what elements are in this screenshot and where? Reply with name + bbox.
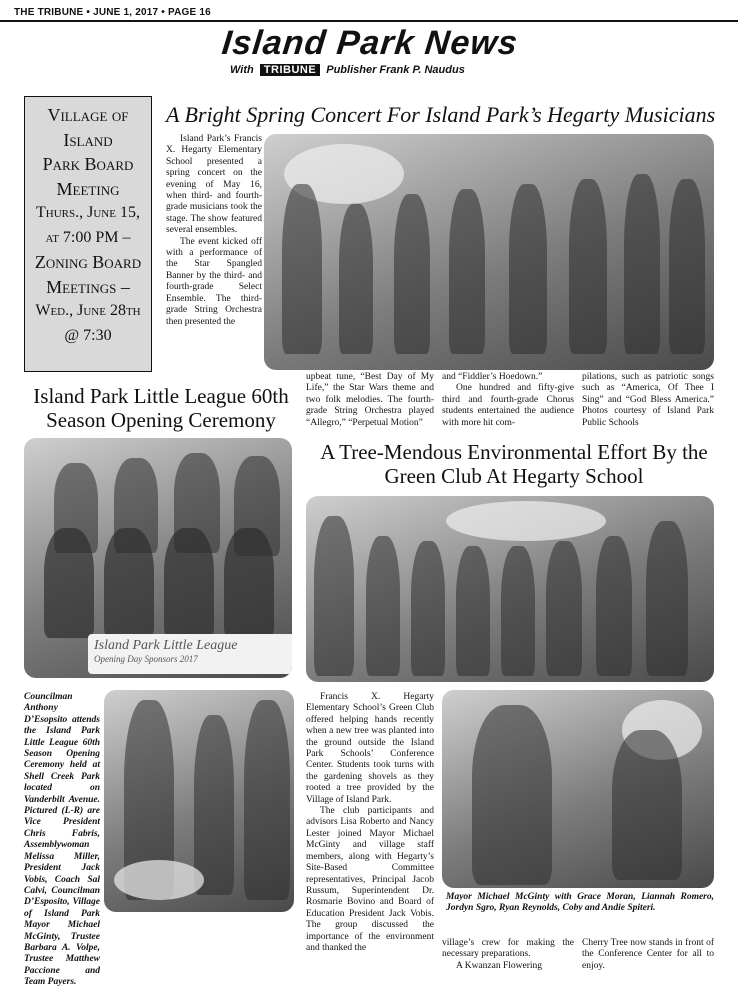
tree-planting-caption: Mayor Michael McGinty with Grace Moran, Liannah Romero, Jordyn Sgro, Ryan Reynolds, Coby and Andie Spiteri. <box>446 892 714 914</box>
notice-line: Island <box>63 129 113 150</box>
concert-column-2 <box>306 372 434 429</box>
tribune-logo: TRIBUNE <box>260 64 320 76</box>
green-club-column-3 <box>582 938 714 972</box>
notice-line: Thurs., June 15, <box>36 204 140 221</box>
concert-paragraph: Island Park’s Francis X. Hegarty Elementary School presented a spring concert on the evening of May 16, when third- and fourth-grade musicians took the stage. The show featured several ensembles. <box>166 134 262 236</box>
green-club-paragraph: Francis X. Hegarty Elementary School’s Green Club offered helping hands recently when a new tree was planted into the ground outside the Island Park Schools’ Conference Center. Students took turns with the gardening shovels as they rooted a tree provided by the Village of Island Park. <box>306 692 434 805</box>
concert-paragraph: The event kicked off with a performance of the Star Spangled Banner by the third- and fourth-grade Select Ensemble. The third-grade String Orchestra then presented the <box>166 236 262 327</box>
concert-paragraph: upbeat tune, “Best Day of My Life,” the Star Wars theme and two folk melodies. The fourth-grade String Orchestra played “Allegro,” “Perpetual Motion” <box>306 372 434 428</box>
page-folio: THE TRIBUNE • JUNE 1, 2017 • PAGE 16 <box>14 7 211 18</box>
concert-paragraph: pilations, such as patriotic songs such as “America, Of Thee I Sing” and “God Bless America.” Photos courtesy of Island Park Public Schools <box>582 372 714 428</box>
concert-headline: A Bright Spring Concert For Island Park’s Hegarty Musicians <box>166 102 716 127</box>
green-club-column-1 <box>306 692 434 954</box>
tree-planting-photo <box>442 690 714 888</box>
byline-with: With <box>230 64 254 76</box>
notice-line: @ 7:30 <box>64 326 112 344</box>
green-club-column-2 <box>442 938 574 972</box>
green-club-headline: A Tree-Mendous Environmental Effort By the Green Club At Hegarty School <box>320 440 708 488</box>
meeting-notice-box <box>24 96 152 372</box>
notice-line: Wed., June 28th <box>35 302 141 319</box>
notice-line: Village of <box>47 105 129 125</box>
byline-publisher: Publisher Frank P. Naudus <box>326 64 465 76</box>
banner-subtitle: Opening Day Sponsors 2017 <box>94 654 198 664</box>
notice-line: Park Board <box>42 154 134 174</box>
green-club-photo <box>306 496 714 682</box>
green-club-paragraph: village’s crew for making the necessary preparations. <box>442 938 574 960</box>
concert-column-3 <box>442 372 574 429</box>
little-league-photo <box>24 438 292 678</box>
concert-column-4 <box>582 372 714 429</box>
league-officials-photo <box>104 690 294 912</box>
concert-paragraph: One hundred and fifty-give third and fourth-grade Chorus students entertained the audience with more hit com- <box>442 383 574 428</box>
notice-line: at 7:00 PM – <box>45 228 131 246</box>
little-league-headline: Island Park Little League 60th Season Opening Ceremony <box>33 384 289 432</box>
notice-line: Meeting <box>56 178 120 199</box>
notice-line: Meetings – <box>46 276 130 297</box>
concert-photo <box>264 134 714 370</box>
masthead-byline <box>230 64 530 76</box>
concert-column-1 <box>166 134 262 328</box>
folio-rule <box>0 20 738 22</box>
green-club-paragraph: Cherry Tree now stands in front of the Conference Center for all to enjoy. <box>582 938 714 971</box>
sponsor-banner <box>88 634 292 674</box>
little-league-caption: Councilman Anthony D’Esopsito attends the Island Park Little League 60th Season Opening Ceremony held at Shell Creek Park located on Vanderbilt Avenue. Pictured (L-R) are Vice President Chris Fabris, Assemblywoman Melissa Miller, President Jack Vobis, Coach Sal Calvi, Councilman D’Esposito, Village of Island Park Mayor Michael McGinty, Trustee Barbara A. Volpe, Trustee Matthew Paccione and Team Payers. <box>24 692 100 988</box>
banner-title: Island Park Little League <box>94 638 238 653</box>
concert-paragraph: and “Fiddler’s Hoedown.” <box>442 372 543 382</box>
masthead-title: Island Park News <box>220 24 520 62</box>
notice-line: Zoning Board <box>34 252 142 272</box>
green-club-paragraph: A Kwanzan Flowering <box>456 960 543 971</box>
green-club-paragraph: The club participants and advisors Lisa Roberto and Nancy Lester joined Mayor Michael McGinty and village staff members, along with Hegarty’s Site-Based Committee representatives, Principal Jacob Russum, Superintendent Dr. Rosmarie Bovino and Board of Education President Jack Vobis. The group discussed the importance of the environment and thanked the <box>306 806 434 953</box>
